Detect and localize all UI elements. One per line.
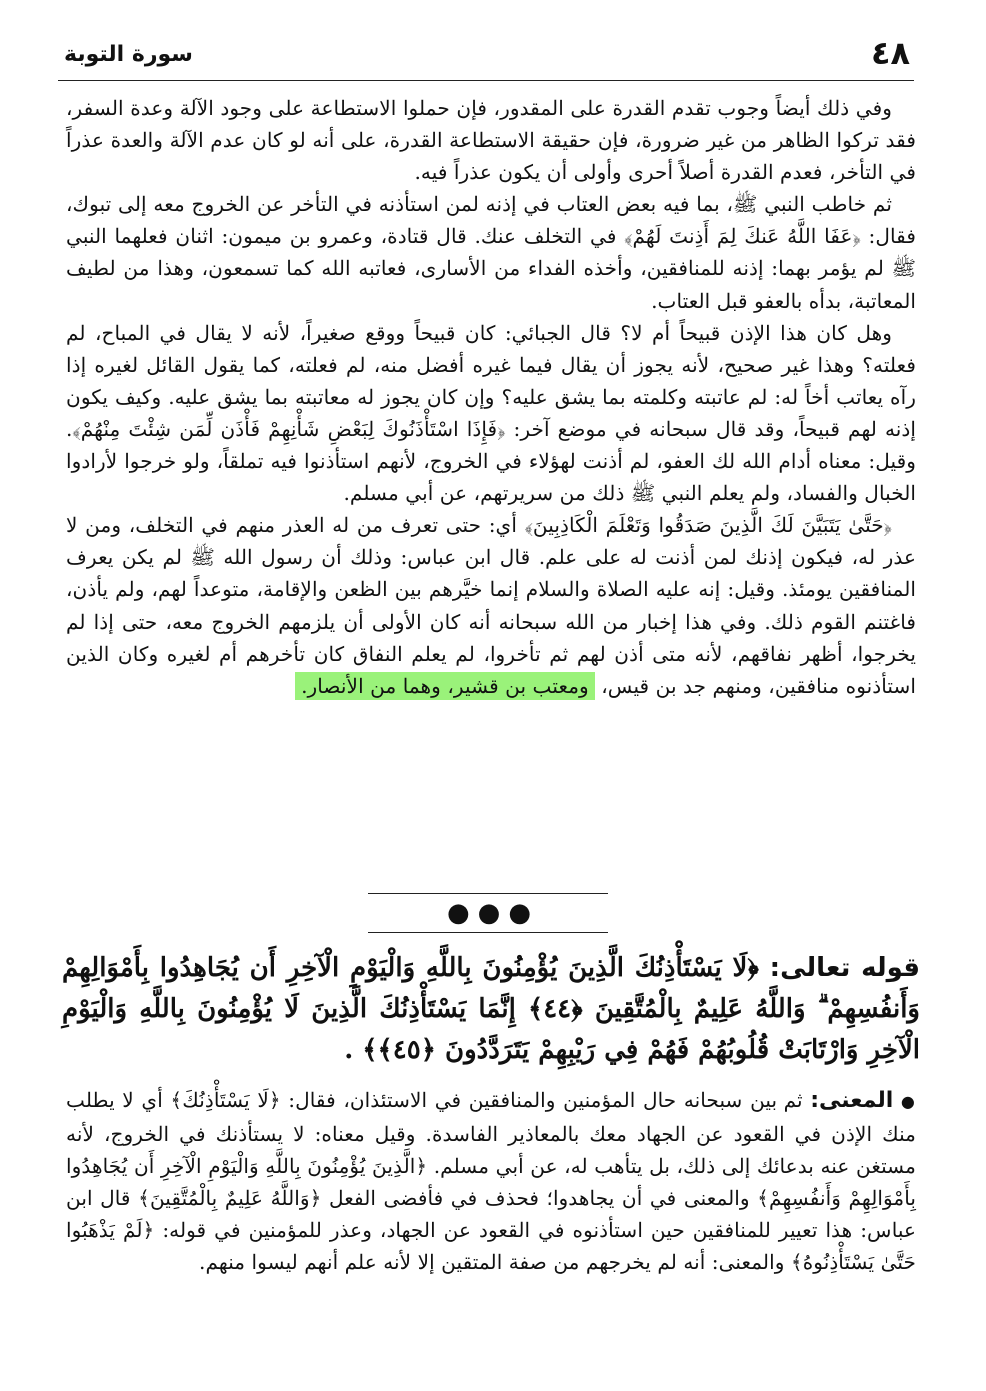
commentary-body <box>66 92 916 702</box>
meaning-paragraph <box>66 1084 916 1279</box>
paragraph: وفي ذلك أيضاً وجوب تقدم القدرة على المقدور، فإن حملوا الاستطاعة على وجود الآلة وعدة السفر، فقد تركوا الظاهر من غير ضرورة، فإن حقيقة الاستطاعة القدرة، على أنه لو كان عدم الآلة والعدة عذراً في التأخر، فعدم القدرة أصلاً أحرى وأولى أن يكون عذراً فيه. <box>66 96 916 185</box>
paragraph: وهل كان هذا الإذن قبيحاً أم لا؟ قال الجبائي: كان قبيحاً ووقع صغيراً، لأنه لا يقال في المباح، لم فعلته؟ وهذا غير صحيح، لأنه يجوز أن يقال فيما غيره أفضل منه، لم فعلته، كما يقول القائل لغيره إذا رآه يعاتب أخاً له: لم عاتبته وكلمته بما يشق عليه؟ وإن كان يجوز له معاتبته بما يشق عليه. وكيف يكون إذنه لهم قبيحاً، وقد قال سبحانه في موضع آخر: ﴿فَإِذَا اسْتَأْذَنُوكَ لِبَعْضِ شَأْنِهِمْ فَأْذَن لِّمَن شِئْتَ مِنْهُمْ﴾. وقيل: معناه أدام الله لك العفو، لم أذنت لهؤلاء في الخروج، لأنهم استأذنوا فيه تملقاً، ولو خرجوا لأرادوا الخبال والفساد، ولم يعلم النبي ﷺ ذلك من سريرتهم، عن أبي مسلم. <box>66 320 916 506</box>
verse-intro: قوله تعالى: <box>769 953 921 983</box>
bullet-icon: ● <box>900 1092 917 1111</box>
separator-dots: ●●● <box>446 898 540 928</box>
paragraph: ثم خاطب النبي ﷺ، بما فيه بعض العتاب في إذنه لمن استأذنه في التأخر عن الخروج معه إلى تبوك، فقال: ﴿عَفَا اللَّهُ عَنكَ لِمَ أَذِنتَ لَهُمْ﴾ في التخلف عنك. قال قتادة، وعمرو بن ميمون: اثنان فعلهما النبي ﷺ لم يؤمر بهما: إذنه للمنافقين، وأخذه الفداء من الأسارى، فعاتبه الله كما تسمعون، وهذا من لطيف المعاتبة، بدأه بالعفو قبل العتاب. <box>66 192 916 313</box>
paragraph <box>66 509 916 702</box>
meaning-label: المعنى: <box>810 1088 894 1113</box>
page-header <box>58 30 914 81</box>
surah-name: سورة التوبة <box>64 42 193 67</box>
verse-text: ﴿لَا يَسْتَأْذِنُكَ الَّذِينَ يُؤْمِنُونَ بِاللَّهِ وَالْيَوْمِ الْآخِرِ أَن يُجَاهِدُوا بِأَمْوَالِهِمْ وَأَنفُسِهِمْ ۗ وَاللَّهُ عَلِيمٌ بِالْمُتَّقِينَ ﴿٤٤﴾ إِنَّمَا يَسْتَأْذِنُكَ الَّذِينَ لَا يُؤْمِنُونَ بِاللَّهِ وَالْيَوْمِ الْآخِرِ وَارْتَابَتْ قُلُوبُهُمْ فَهُمْ فِي رَيْبِهِمْ يَتَرَدَّدُونَ ﴿٤٥﴾﴾ . <box>62 953 920 1065</box>
meaning-text: ثم بين سبحانه حال المؤمنين والمنافقين في الاستئذان، فقال: ﴿لَا يَسْتَأْذِنُكَ﴾ أي لا يطلب منك الإذن في القعود عن الجهاد معك بالمعاذير الفاسدة. وقيل معناه: لا يستأذنك في الخروج، لأنه مستغن عنه بدعائك إلى ذلك، بل يتأهب له، عن أبي مسلم. ﴿الَّذِينَ يُؤْمِنُونَ بِاللَّهِ وَالْيَوْمِ الْآخِرِ أَن يُجَاهِدُوا بِأَمْوَالِهِمْ وَأَنفُسِهِمْ﴾ والمعنى في أن يجاهدوا؛ فحذف في فأفضى الفعل ﴿وَاللَّهُ عَلِيمٌ بِالْمُتَّقِينَ﴾ قال ابن عباس: هذا تعيير للمنافقين حين استأذنوه في القعود عن الجهاد، وعذر للمؤمنين في قوله: ﴿لَمْ يَذْهَبُوا حَتَّىٰ يَسْتَأْذِنُوهُ﴾ والمعنى: أنه لم يخرجهم من صفة المتقين إلا لأنه علم أنهم ليسوا منهم. <box>66 1088 916 1275</box>
meaning-section <box>66 1084 916 1279</box>
quran-verse-block <box>62 948 920 1071</box>
separator-rule-top <box>368 893 608 894</box>
paragraph-text: ﴿حَتَّىٰ يَتَبَيَّنَ لَكَ الَّذِينَ صَدَقُوا وَتَعْلَمَ الْكَاذِبِينَ﴾ أي: حتى تعرف من له العذر منهم في التخلف، ومن لا عذر له، فيكون إذنك لمن أذنت له على علم. قال ابن عباس: وذلك أن رسول الله ﷺ لم يكن يعرف المنافقين يومئذ. وقيل: إنه عليه الصلاة والسلام إنما خيَّرهم بين الظعن والإقامة، متوعداً لهم، ولم يأذن، فاغتنم القوم ذلك. وفي هذا إخبار من الله سبحانه أنه كان الأولى أن يلزمهم الخروج معه، حتى إذا لم يخرجوا، أظهر نفاقهم، لأنه متى أذن لهم ثم تأخروا، لم يعلم النفاق كان تأخرهم أم لغيره وكان الذين استأذنوه منافقين، ومنهم جد بن قيس، <box>66 513 916 698</box>
page-number: ٤٨ <box>870 34 910 72</box>
highlighted-text: ومعتب بن قشير، وهما من الأنصار. <box>295 672 595 700</box>
separator-rule-bottom <box>368 932 608 933</box>
